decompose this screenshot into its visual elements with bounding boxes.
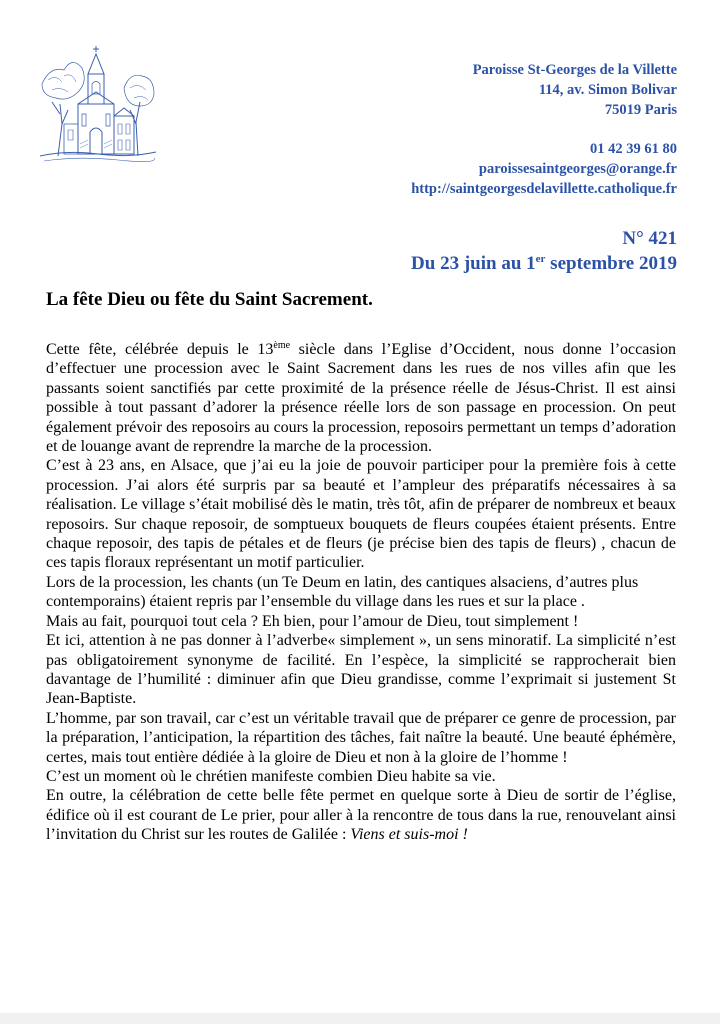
parish-city: 75019 Paris bbox=[604, 102, 677, 118]
parish-phone: 01 42 39 61 80 bbox=[590, 141, 677, 157]
issue-date-start: Du 23 juin au 1 bbox=[411, 253, 536, 274]
article-title: La fête Dieu ou fête du Saint Sacrement. bbox=[46, 289, 373, 310]
parish-header bbox=[317, 60, 677, 199]
p1-ordinal: ème bbox=[273, 340, 291, 351]
p1-rest: siècle dans l’Eglise d’Occident, nous donne l’occasion d’effectuer une procession avec le Saint Sacrement dans les rues de nos villes afin que les passants soient sanctifiés par cette proximité de la présence réelle de Jésus-Christ. Il est ainsi possible à tout passant d’adorer la présence réelle lors de son passage en procession. On peut également prévoir des reposoirs au cours la procession, reposoirs permettant un temps d’adoration et de louange avant de reprendre la marche de la procession. bbox=[46, 341, 677, 456]
p1-start: Cette fête, célébrée depuis le 13 bbox=[46, 341, 274, 358]
page-bottom-edge bbox=[0, 1013, 720, 1024]
paragraph-3: Lors de la procession, les chants (un Te Deum en latin, des cantiques alsaciens, d’autres plus contemporains) étaient repris par l’ensemble du village dans les rues et sur la place . bbox=[46, 573, 639, 611]
paragraph-7: C’est un moment où le chrétien manifeste combien Dieu habite sa vie. bbox=[46, 767, 496, 785]
parish-street: 114, av. Simon Bolivar bbox=[538, 82, 677, 98]
paragraph-4: Mais au fait, pourquoi tout cela ? Eh bien, pour l’amour de Dieu, tout simplement ! bbox=[46, 612, 579, 630]
paragraph-5: Et ici, attention à ne pas donner à l’adverbe« simplement », un sens minoratif. La simplicité n’est pas obligatoirement synonyme de facilité. En l’espèce, la simplicité se rapprocherait bien davantage de l’humilité : diminuer afin que Dieu grandisse, comme l’exprimait si justement St Jean-Baptiste. bbox=[46, 632, 676, 708]
issue-block bbox=[277, 226, 677, 276]
parish-name: Paroisse St-Georges de la Villette bbox=[472, 62, 677, 78]
paragraph-1 bbox=[46, 340, 676, 456]
issue-date bbox=[277, 251, 677, 276]
article-body bbox=[46, 340, 676, 845]
p8-quote: Viens et suis-moi ! bbox=[350, 826, 468, 844]
issue-date-end: septembre 2019 bbox=[545, 253, 677, 274]
paragraph-2: C’est à 23 ans, en Alsace, que j’ai eu la joie de pouvoir participer pour la première fois à cette procession. J’ai alors été surpris par sa beauté et l’ampleur des préparatifs nécessaires à sa réalisation. Le village s’était mobilisé dès le matin, très tôt, afin de préparer de nombreux et beaux reposoirs. Sur chaque reposoir, de somptueux bouquets de fleurs coupées étaient présents. Entre chaque reposoir, des tapis de pétales et de fleurs (je précise bien des tapis de fleurs) , chacun de ces tapis floraux représentant un motif particulier. bbox=[46, 457, 676, 572]
paragraph-6: L’homme, par son travail, car c’est un véritable travail que de préparer ce genre de procession, par la préparation, l’anticipation, la répartition des tâches, fait naître la beauté. Une beauté éphémère, certes, mais tout entière dédiée à la gloire de Dieu et non à la gloire de l’homme ! bbox=[46, 709, 676, 766]
issue-date-ordinal: er bbox=[535, 253, 546, 265]
parish-email[interactable]: paroissesaintgeorges@orange.fr bbox=[478, 161, 677, 177]
parish-website[interactable]: http://saintgeorgesdelavillette.catholique.fr bbox=[411, 181, 677, 197]
church-sketch-icon bbox=[38, 44, 158, 166]
p8-text: En outre, la célébration de cette belle fête permet en quelque sorte à Dieu de sortir de l’église, édifice où il est courant de Le prier, pour aller à la rencontre de tous dans la rue, renouvelant ainsi l’invitation du Christ sur les routes de Galilée : bbox=[46, 787, 676, 844]
paragraph-8 bbox=[46, 786, 676, 844]
issue-number: N° 421 bbox=[622, 228, 677, 249]
